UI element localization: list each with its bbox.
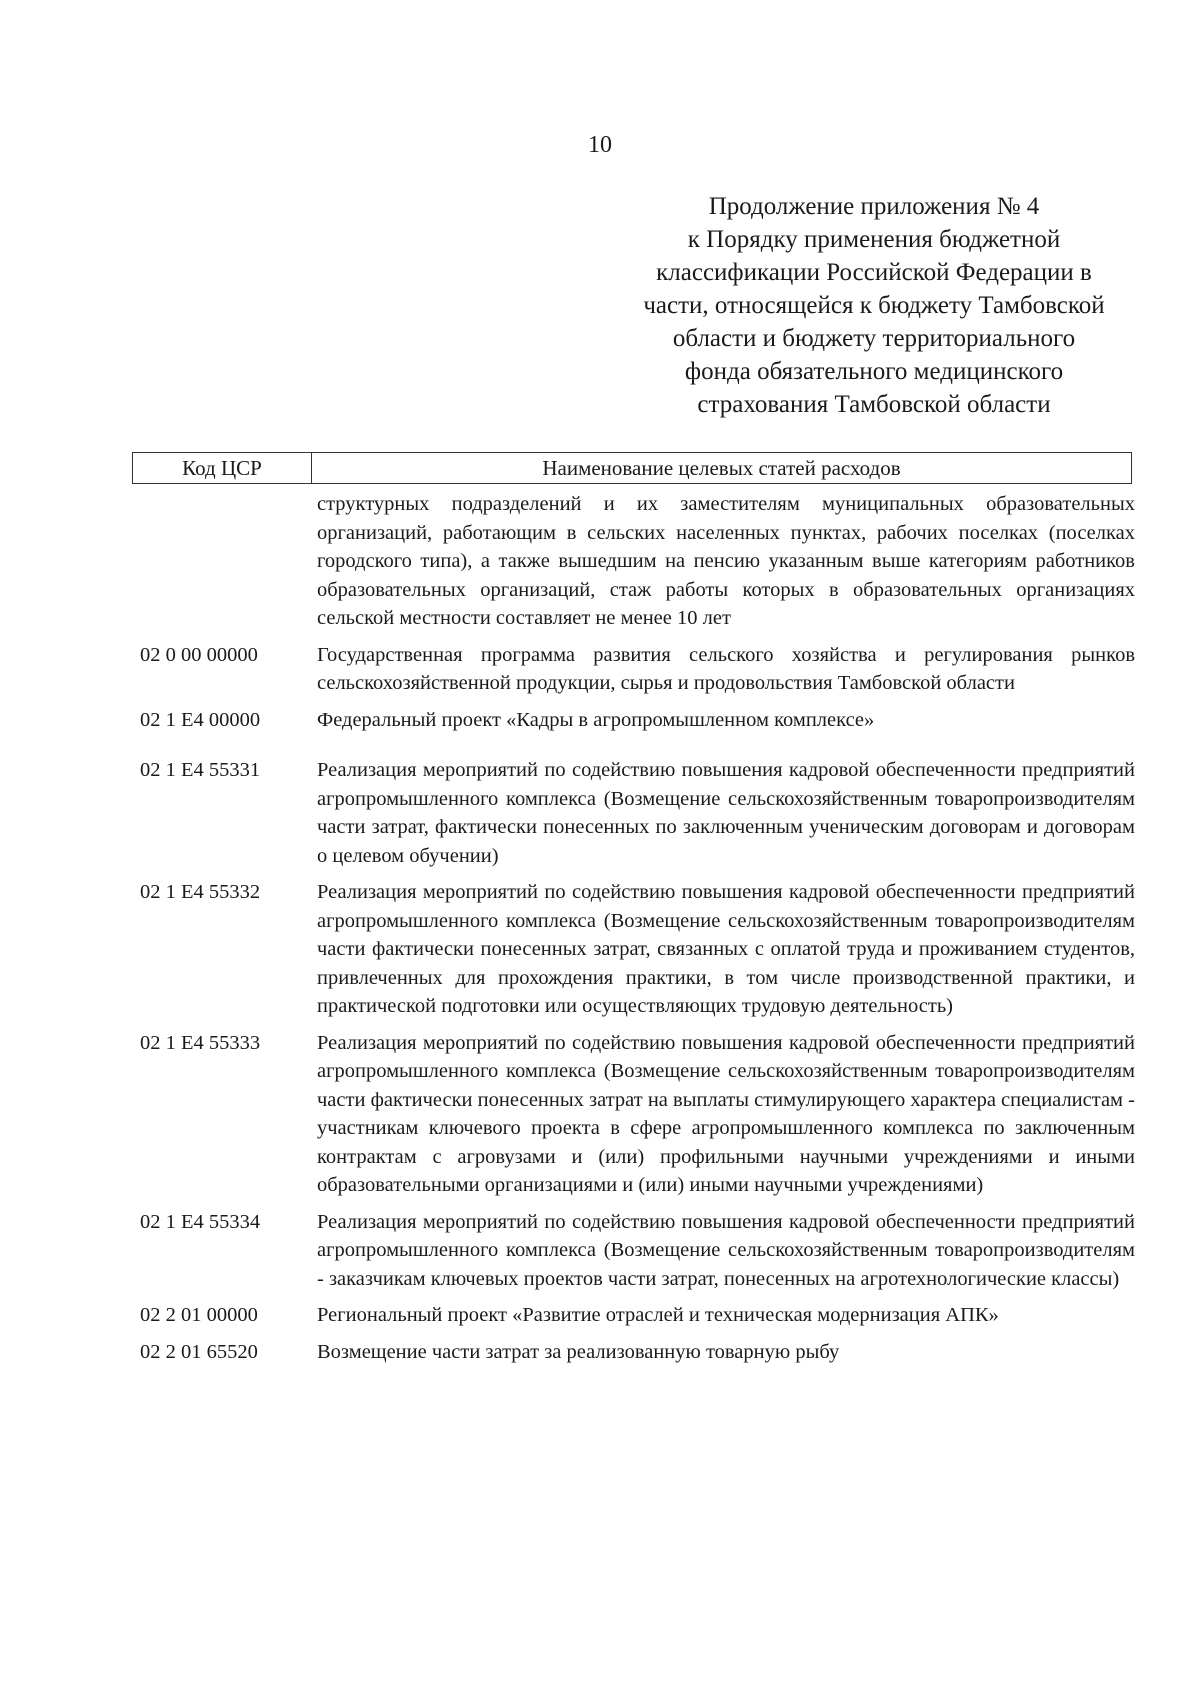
table-header: [132, 452, 1132, 484]
row-code: [140, 490, 317, 633]
table-row: [140, 878, 1135, 1021]
row-name: Возмещение части затрат за реализованную товарную рыбу: [317, 1340, 840, 1363]
table-row: [140, 1301, 1135, 1330]
row-code: 02 2 01 00000: [140, 1304, 258, 1326]
appendix-header-line: части, относящейся к бюджету Тамбовской: [643, 292, 1105, 319]
row-name: Государственная программа развития сельского хозяйства и регулирования рынков сельскохозяйственной продукции, сырья и продовольствия Тамбовской области: [317, 643, 1135, 694]
table-row: [140, 1208, 1135, 1294]
row-code: 02 1 Е4 55332: [140, 881, 261, 903]
table-row: [140, 706, 1135, 735]
appendix-header-line: классификации Российской Федерации в: [656, 259, 1092, 286]
appendix-header-line: области и бюджету территориального: [672, 325, 1076, 352]
row-code: 02 1 Е4 55333: [140, 1031, 261, 1054]
row-code: 02 1 Е4 55334: [140, 1210, 261, 1233]
page-number: 10: [588, 132, 612, 158]
appendix-header-line: к Порядку применения бюджетной: [687, 226, 1061, 253]
row-name: структурных подразделений и их заместителям муниципальных образовательных организаций, работающим в сельских населенных пунктах, рабочих поселках (поселках городского типа), а также вышедшим на пенсию указанным выше категориям работников образовательных организаций, стаж работы которых в образовательных организациях сельской местности составляет не менее 10 лет: [317, 493, 1135, 629]
appendix-header-line: страхования Тамбовской области: [697, 391, 1051, 418]
appendix-header-line: фонда обязательного медицинского: [684, 358, 1064, 385]
column-header-code: Код ЦСР: [133, 453, 312, 483]
table-row: [140, 641, 1135, 698]
row-name: Реализация мероприятий по содействию повышения кадровой обеспеченности предприятий агропромышленного комплекса (Возмещение сельскохозяйственным товаропроизводителям - заказчикам ключевых проектов части затрат, понесенных на агротехнологические классы): [317, 1210, 1135, 1290]
table-row: [140, 1029, 1135, 1200]
row-code: 02 2 01 65520: [140, 1340, 258, 1363]
column-header-name: Наименование целевых статей расходов: [542, 456, 901, 480]
row-code: 02 1 Е4 00000: [140, 708, 261, 731]
table-body: [140, 490, 1135, 1374]
table-row: [140, 490, 1135, 633]
appendix-header: [606, 190, 1142, 421]
row-code: 02 1 Е4 55331: [140, 759, 261, 781]
row-name: Федеральный проект «Кадры в агропромышленном комплексе»: [317, 708, 875, 731]
table-row: [140, 1338, 1135, 1367]
row-name: Региональный проект «Развитие отраслей и техническая модернизация АПК»: [317, 1304, 999, 1326]
row-name: Реализация мероприятий по содействию повышения кадровой обеспеченности предприятий агропромышленного комплекса (Возмещение сельскохозяйственным товаропроизводителям части фактически понесенных затрат на выплаты стимулирующего характера специалистам - участникам ключевого проекта в сфере агропромышленного комплекса по заключенным контрактам с агровузами и (или) профильными научными учреждениями и иными образовательными организациями и (или) иными научными учреждениями): [317, 1031, 1135, 1196]
row-name: Реализация мероприятий по содействию повышения кадровой обеспеченности предприятий агропромышленного комплекса (Возмещение сельскохозяйственным товаропроизводителям части затрат, фактически понесенных по заключенным ученическим договорам и договорам о целевом обучении): [317, 759, 1135, 867]
row-code: 02 0 00 00000: [140, 643, 258, 666]
row-name: Реализация мероприятий по содействию повышения кадровой обеспеченности предприятий агропромышленного комплекса (Возмещение сельскохозяйственным товаропроизводителям части фактически понесенных затрат, связанных с оплатой труда и проживанием студентов, привлеченных для прохождения практики, в том числе производственной практики, и практической подготовки или осуществляющих трудовую деятельность): [317, 881, 1135, 1017]
table-row: [140, 756, 1135, 870]
appendix-header-line: Продолжение приложения № 4: [708, 193, 1040, 220]
